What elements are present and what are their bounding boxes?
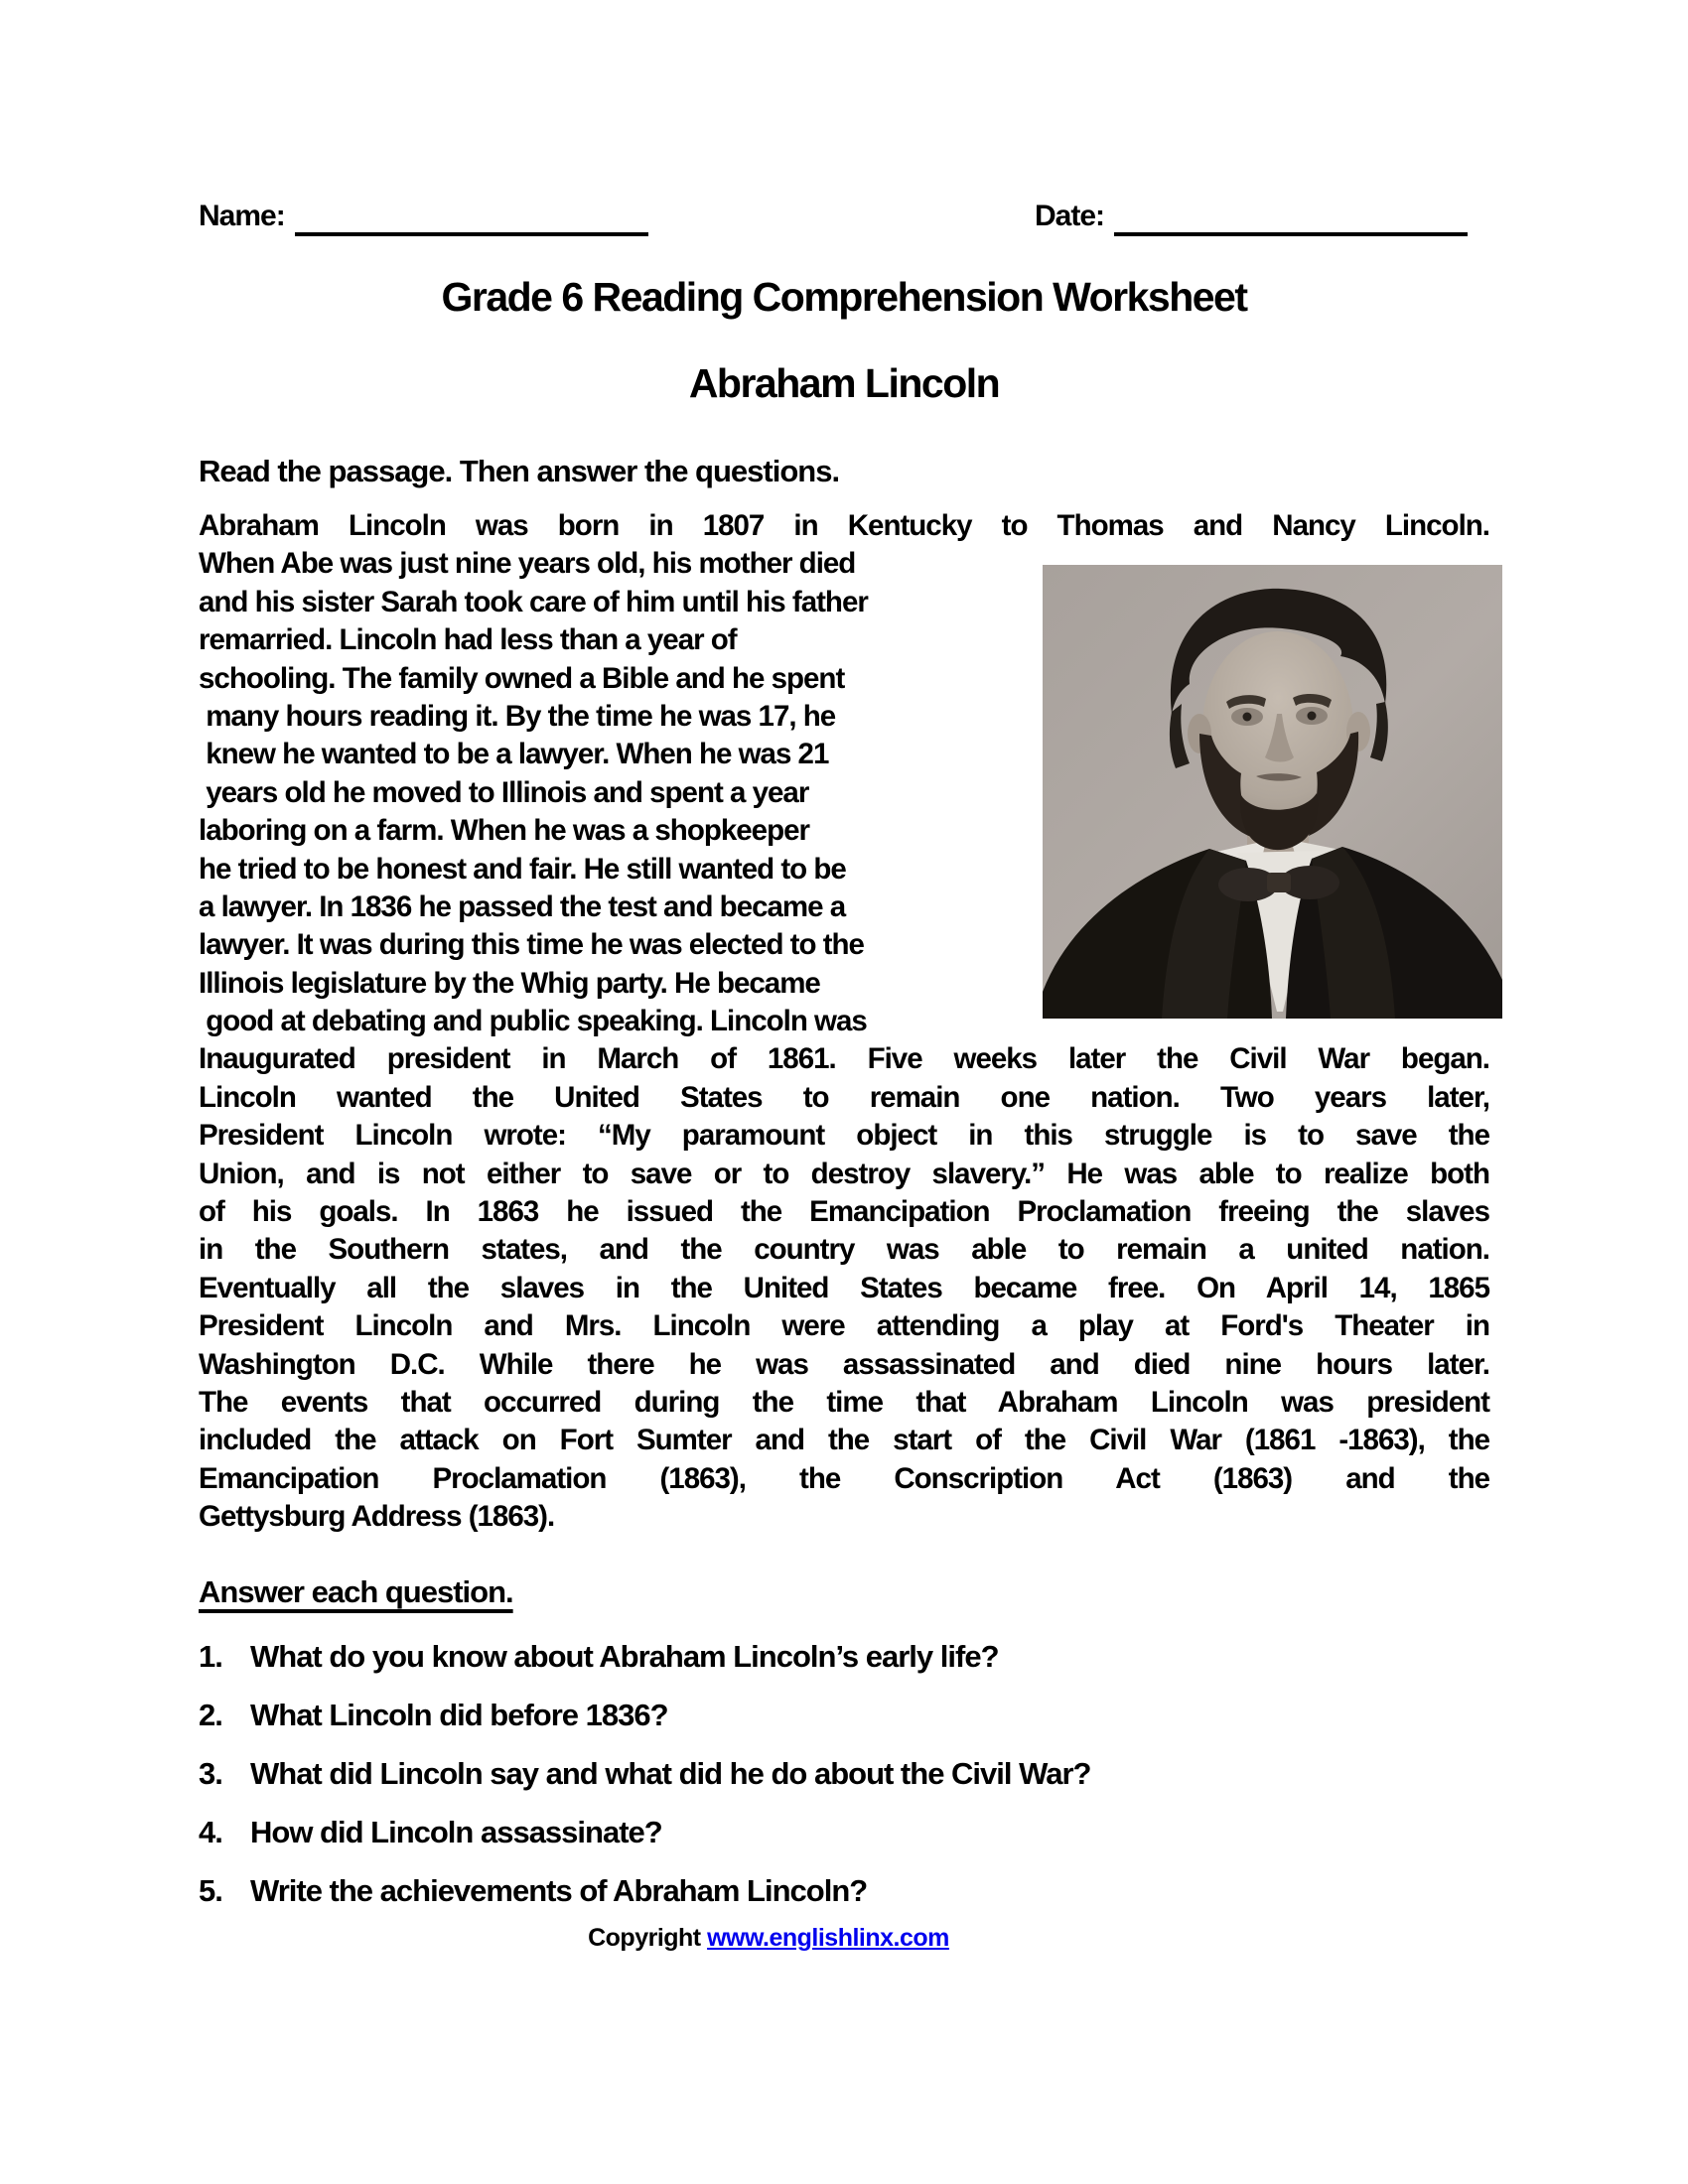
- passage-line: When Abe was just nine years old, his mother died: [199, 547, 856, 581]
- passage-line: schooling. The family owned a Bible and he spent: [199, 661, 845, 695]
- question-text: What Lincoln did before 1836?: [250, 1698, 668, 1732]
- passage-line: Union, and is not either to save or to destroy slavery.” He was able to realize both: [199, 1157, 1489, 1190]
- passage-line: knew he wanted to be a lawyer. When he was 21: [199, 738, 829, 771]
- page-subtitle: Abraham Lincoln: [688, 360, 1000, 406]
- questions-header: Answer each question.: [199, 1574, 513, 1609]
- date-field-group: [1035, 197, 1468, 236]
- passage-line: lawyer. It was during this time he was elected to the: [199, 928, 864, 962]
- passage-line: remarried. Lincoln had less than a year of: [199, 623, 737, 657]
- passage-line: Gettysburg Address (1863).: [199, 1500, 555, 1534]
- date-label: Date:: [1035, 200, 1105, 232]
- passage-text: [199, 507, 1489, 1537]
- passage-line: he tried to be honest and fair. He still wanted to be: [199, 852, 846, 886]
- questions-list: [199, 1640, 1549, 1933]
- passage-line: many hours reading it. By the time he was 17, he: [199, 699, 836, 733]
- passage-line: Emancipation Proclamation (1863), the Conscription Act (1863) and the: [199, 1461, 1489, 1495]
- passage-line: Washington D.C. While there he was assassinated and died nine hours later.: [199, 1347, 1489, 1381]
- passage-line: Eventually all the slaves in the United States became free. On April 14, 1865: [199, 1271, 1489, 1304]
- page-title: Grade 6 Reading Comprehension Worksheet: [441, 274, 1247, 320]
- question-item: [199, 1757, 1549, 1790]
- question-text: Write the achievements of Abraham Lincoln?: [250, 1873, 868, 1908]
- instruction-text: Read the passage. Then answer the questions.: [199, 454, 840, 488]
- lincoln-photo-illustration: [1043, 565, 1502, 1019]
- question-number: 5.: [199, 1873, 222, 1908]
- question-text: What did Lincoln say and what did he do about the Civil War?: [250, 1756, 1091, 1791]
- question-item: [199, 1699, 1549, 1731]
- passage-line: Illinois legislature by the Whig party. He became: [199, 966, 820, 1000]
- copyright-label: Copyright: [588, 1924, 708, 1952]
- passage-line: Lincoln wanted the United States to remain one nation. Two years later,: [199, 1080, 1489, 1114]
- passage-line: Inaugurated president in March of 1861. Five weeks later the Civil War began.: [199, 1042, 1489, 1076]
- passage-line: The events that occurred during the time that Abraham Lincoln was president: [199, 1385, 1489, 1419]
- question-number: 4.: [199, 1815, 222, 1849]
- question-text: What do you know about Abraham Lincoln’s early life?: [250, 1639, 999, 1674]
- lincoln-photo: [1043, 565, 1502, 1019]
- name-field-group: [199, 197, 648, 236]
- passage-line: good at debating and public speaking. Lincoln was: [199, 1005, 867, 1038]
- passage-line: laboring on a farm. When he was a shopkeeper: [199, 814, 809, 848]
- question-item: [199, 1816, 1549, 1848]
- passage-line: of his goals. In 1863 he issued the Emancipation Proclamation freeing the slaves: [199, 1195, 1489, 1229]
- passage-line: President Lincoln and Mrs. Lincoln were attending a play at Ford's Theater in: [199, 1309, 1489, 1343]
- passage-line: a lawyer. In 1836 he passed the test and became a: [199, 889, 846, 923]
- footer: [0, 1924, 1537, 1953]
- date-blank-line: [1114, 197, 1468, 236]
- passage-line: Abraham Lincoln was born in 1807 in Kentucky to Thomas and Nancy Lincoln.: [199, 509, 1489, 542]
- question-text: How did Lincoln assassinate?: [250, 1815, 662, 1849]
- question-item: [199, 1874, 1549, 1907]
- name-label: Name:: [199, 200, 285, 232]
- question-item: [199, 1640, 1549, 1673]
- passage-line: in the Southern states, and the country was able to remain a united nation.: [199, 1233, 1489, 1267]
- passage-line: and his sister Sarah took care of him until his father: [199, 585, 868, 618]
- passage-line: included the attack on Fort Sumter and the start of the Civil War (1861 -1863), the: [199, 1424, 1489, 1457]
- name-blank-line: [295, 197, 648, 236]
- question-number: 1.: [199, 1639, 222, 1674]
- question-number: 3.: [199, 1756, 222, 1791]
- copyright-link[interactable]: www.englishlinx.com: [707, 1924, 949, 1952]
- question-number: 2.: [199, 1698, 222, 1732]
- passage-line: President Lincoln wrote: “My paramount object in this struggle is to save the: [199, 1119, 1489, 1153]
- passage-line: years old he moved to Illinois and spent a year: [199, 775, 809, 809]
